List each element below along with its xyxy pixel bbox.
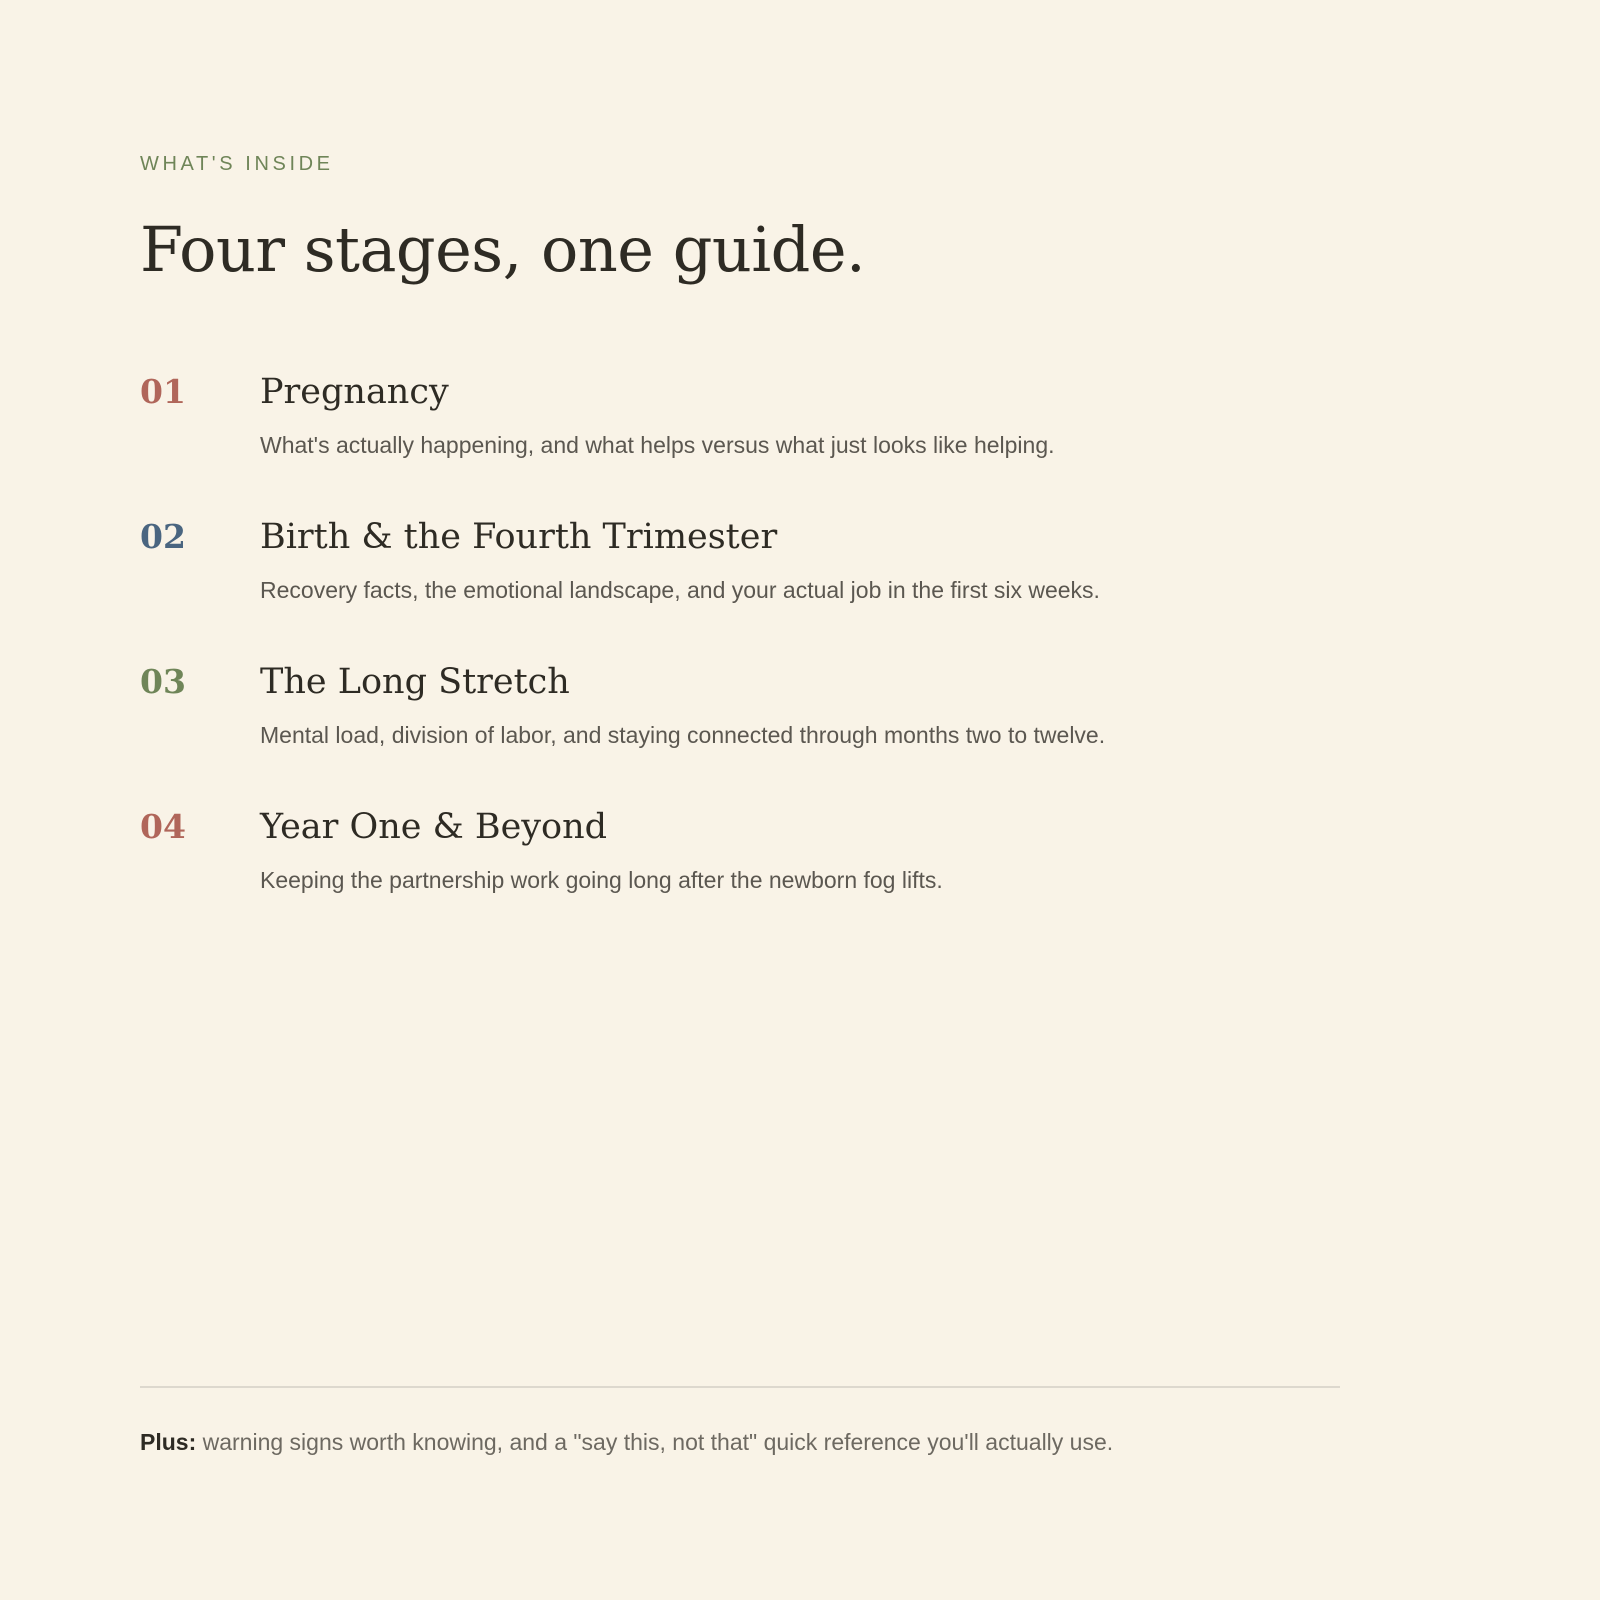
stage-title: Year One & Beyond xyxy=(260,807,608,847)
page-title: Four stages, one guide. xyxy=(140,213,866,286)
plus-label: Plus: xyxy=(140,1429,197,1455)
stages-list xyxy=(140,370,1340,950)
stage-description: Keeping the partnership work going long after the newborn fog lifts. xyxy=(260,867,943,893)
stage-title: Birth & the Fourth Trimester xyxy=(260,517,778,557)
stage-number: 04 xyxy=(140,807,186,846)
stage-description: Recovery facts, the emotional landscape, and your actual job in the first six weeks. xyxy=(260,577,1100,603)
footer-divider xyxy=(140,1386,1340,1388)
stage-item-birth-fourth-trimester xyxy=(140,515,1340,660)
plus-note xyxy=(140,1427,1113,1457)
stage-description: Mental load, division of labor, and staying connected through months two to twelve. xyxy=(260,722,1106,748)
guide-contents-page xyxy=(140,0,1340,1600)
section-eyebrow: WHAT'S INSIDE xyxy=(140,153,334,175)
stage-item-year-one-beyond xyxy=(140,805,1340,950)
stage-number: 02 xyxy=(140,517,186,556)
stage-description: What's actually happening, and what helps versus what just looks like helping. xyxy=(260,432,1055,458)
stage-number: 03 xyxy=(140,662,186,701)
stage-item-pregnancy xyxy=(140,370,1340,515)
plus-text: warning signs worth knowing, and a "say this, not that" quick reference you'll actually use. xyxy=(202,1429,1114,1455)
stage-number: 01 xyxy=(140,372,186,411)
stage-title: Pregnancy xyxy=(260,372,449,412)
stage-item-long-stretch xyxy=(140,660,1340,805)
stage-title: The Long Stretch xyxy=(260,662,570,702)
